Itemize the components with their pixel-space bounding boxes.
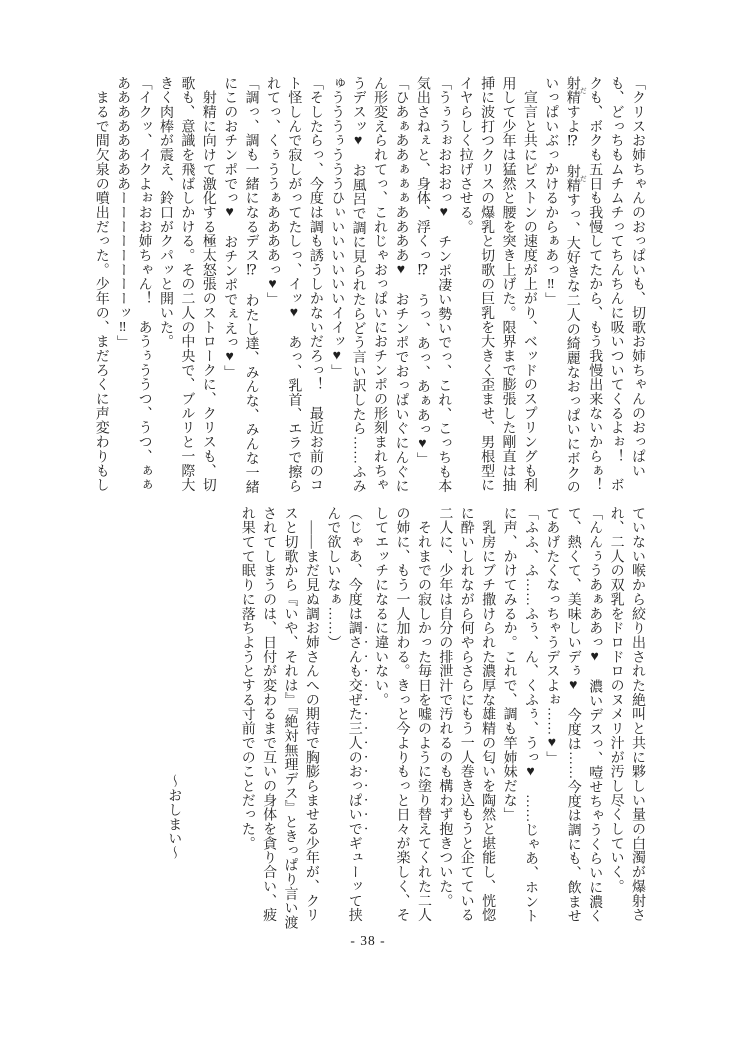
paragraph: ていない喉から絞り出された絶叫と共に夥しい量の白濁が爆射され、二人の双乳をドロドロのヌメリ汁が汚し尽くしていく。 <box>608 506 645 923</box>
paragraph: 「ふふ、ふ……ふぅ、ん、くふぅ、うっ♥ ……じゃあ、ホントに声、かけてみるか。これで、調も竿姉妹だな」 <box>501 506 538 924</box>
paragraph: 宣言と共にピストンの速度が上がり、ベッドのスプリングも利用して少年は猛然と腰を突き上げた。限界まで膨張した剛直は抽挿に波打つクリスの爆乳と切歌の巨乳を大きく歪ませ、男根型にイヤらしく拉げさせる。 <box>457 76 537 493</box>
paragraph: 「んんぅうあぁああっ♥ 濃いデスっ、噎せちゃうくらいに濃くて、熱くて、美味しいデぅ♥ 今度は……今度は調にも、飲ませてあげたくなっちゃうデスよぉ……♥」 <box>544 506 603 924</box>
paragraph: 射精に向けて激化する極太怒張のストロークに、クリスも、切歌も、意識を飛ばしかける。その二人の中央で、ブルリと一際大きく肉棒が震え、鈴口がクパッと開いた。 <box>157 76 216 493</box>
paragraph: まるで間欠泉の噴出だった。少年の、まだろくに声変わりもし <box>93 76 109 493</box>
ruby-annotated-text: 射精 だ <box>564 164 588 193</box>
paragraph: それまでの寂しかった毎日を嘘のように塗り替えてくれた二人の姉に、もう一人加わる。きっと今よりもっと日々が楽しく、そしてエッチになるに違いない。 <box>373 506 431 923</box>
paragraph: 「イクッ、イクよぉおお姉ちゃん！ あうぅううつ、うつ、ぁぁああああああああーーーーーーーーッ‼」 <box>115 76 152 493</box>
emphasis-dotted-text: 調さんも交ぜた三人のおっぱいで <box>346 620 362 837</box>
paragraph: 「クリスお姉ちゃんのおっぱいも、切歌お姉ちゃんのおっぱいも、どっちもムチムチってちんちんに吸いついてくるよぉ！ ボクも、ボクも五日も我慢してたから、もう我慢出来ないからぁ！ 射精 だすよ⁉ 射精 だすっ、大好きな二人の綺麗なおっぱいにボクのいっぱいぶっかけるからぁあっ‼」 <box>543 76 645 507</box>
paragraph: 「調っ、調も一緒になるデス⁉ わたし達、みんな、みんな一緒にこのおチンポでっ♥ おチンポでぇえっ♥」 <box>222 76 259 495</box>
ruby-annotated-text: 射精 だ <box>564 76 588 105</box>
paragraph: ――まだ見ぬ調お姉さんへの期待で胸膨らませる少年が、クリスと切歌から『いや、それは』『絶対無理デス』ときっぱり言い渡されてしまうのは、日付が変わるまで互いの身体を貪り合い、疲れ果てて眠りに落ちようとする寸前でのことだった。 <box>239 506 319 930</box>
paragraph: 「そしたらっ、今度は調も誘うしかないだろっ！ 最近お前のコト怪しんで寂しがってたしっ、イッ♥ あっ、乳首、エラで擦られてっ、くぅううぁああああっ♥」 <box>265 76 323 494</box>
paragraph: （じゃあ、今度は調さんも交ぜた三人のおっぱいでギューッて挟んで欲しいなぁ……） <box>325 506 362 923</box>
bottom-text-block <box>68 506 648 936</box>
paragraph: 乳房にブチ撒けられた濃厚な雄精の匂いを陶然と堪能し、恍惚に酔いしれながら何やらさらにもう一人巻き込もうと企てている二人に、少年は自分の排泄汁で汚れるのも構わず抱きついた。 <box>437 506 496 923</box>
top-text-block <box>68 76 648 506</box>
paragraph: 「ひあぁああぁぁぁああああ♥ おチンポでおっぱいぐにんぐにん形変えられてっ、これじゃおっぱいにおチンポの形刻まれちゃうデスッ♥ お風呂で調に見られたらどう言い訳したら……ふみゅうううぅうううひぃいいいいいいイイッ♥」 <box>329 76 409 494</box>
paragraph: 〜おしまい〜 <box>166 774 182 861</box>
page-number: - 38 - <box>350 933 386 948</box>
paragraph: 「うぅうぉおおおっ♥ チンポ凄い勢いでっ、これ、こっちも本気出さねぇと、身体、浮くっ⁉ うっ、あっ、あぁあっ♥」 <box>414 76 452 494</box>
